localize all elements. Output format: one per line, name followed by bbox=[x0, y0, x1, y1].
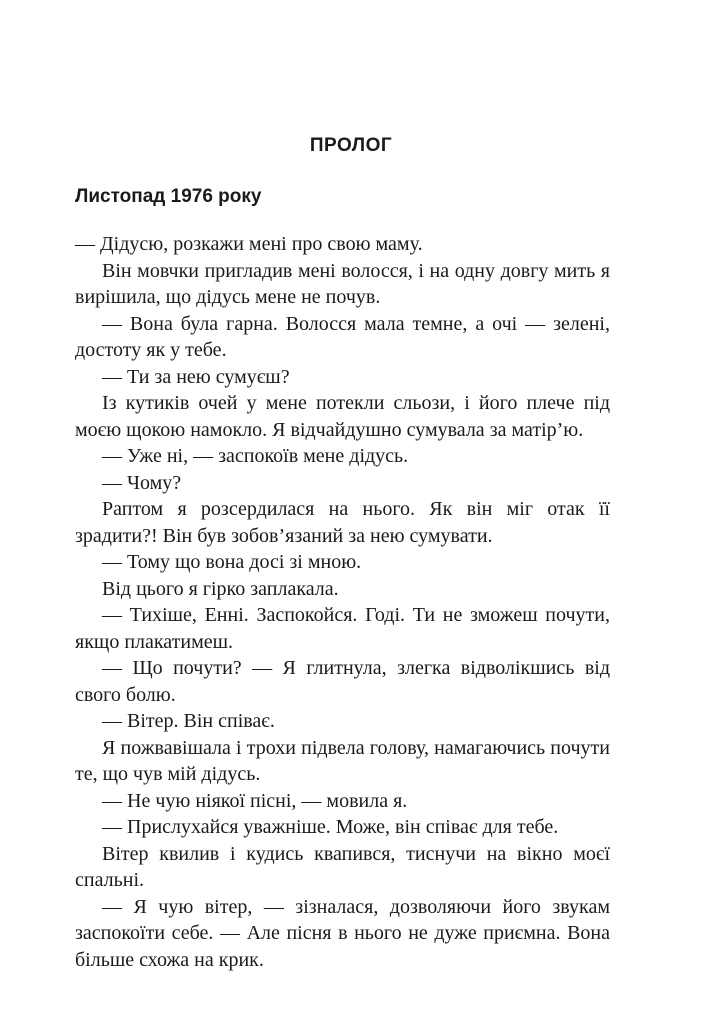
paragraph: — Уже ні, — заспокоїв мене дідусь. bbox=[102, 445, 409, 467]
body-text bbox=[75, 231, 610, 973]
paragraph: Я пожвавішала і трохи підвела голову, намагаючись почути те, що чув мій дідусь. bbox=[75, 736, 610, 785]
paragraph: Раптом я розсердилася на нього. Як він міг отак її зрадити?! Він був зобов’язаний за нею сумувати. bbox=[75, 498, 610, 547]
paragraph: — Вітер. Він співає. bbox=[102, 710, 275, 732]
paragraph: — Я чую вітер, — зізналася, дозволяючи його звукам заспокоїти себе. — Але пісня в нього не дуже приємна. Вона більше схожа на крик. bbox=[75, 895, 610, 971]
paragraph: — Вона була гарна. Волосся мала темне, а очі — зелені, достоту як у тебе. bbox=[75, 312, 610, 361]
paragraph: — Не чую ніякої пісні, — мовила я. bbox=[102, 789, 408, 812]
paragraph: Від цього я гірко заплакала. bbox=[102, 577, 339, 600]
paragraph: — Дідусю, розкажи мені про свою маму. bbox=[75, 233, 423, 255]
paragraph: — Ти за нею сумуєш? bbox=[102, 365, 290, 388]
paragraph: — Тихіше, Енні. Заспокойся. Годі. Ти не зможеш почути, якщо плакатимеш. bbox=[75, 604, 610, 653]
paragraph: Вітер квилив і кудись квапився, тиснучи на вікно моєї спальні. bbox=[75, 842, 610, 891]
paragraph: Із кутиків очей у мене потекли сльози, і його плече під моєю щокою намокло. Я відчайдушно сумувала за матір’ю. bbox=[75, 392, 610, 441]
paragraph: — Що почути? — Я глитнула, злегка відволікшись від свого болю. bbox=[75, 657, 610, 706]
section-heading: Листопад 1976 року bbox=[75, 186, 262, 207]
page-title: ПРОЛОГ bbox=[309, 135, 393, 156]
paragraph: — Чому? bbox=[102, 471, 182, 494]
paragraph: — Тому що вона досі зі мною. bbox=[102, 551, 362, 573]
paragraph: Він мовчки пригладив мені волосся, і на одну довгу мить я вирішила, що дідусь мене не почув. bbox=[75, 259, 610, 308]
paragraph: — Прислухайся уважніше. Може, він співає для тебе. bbox=[102, 816, 559, 838]
